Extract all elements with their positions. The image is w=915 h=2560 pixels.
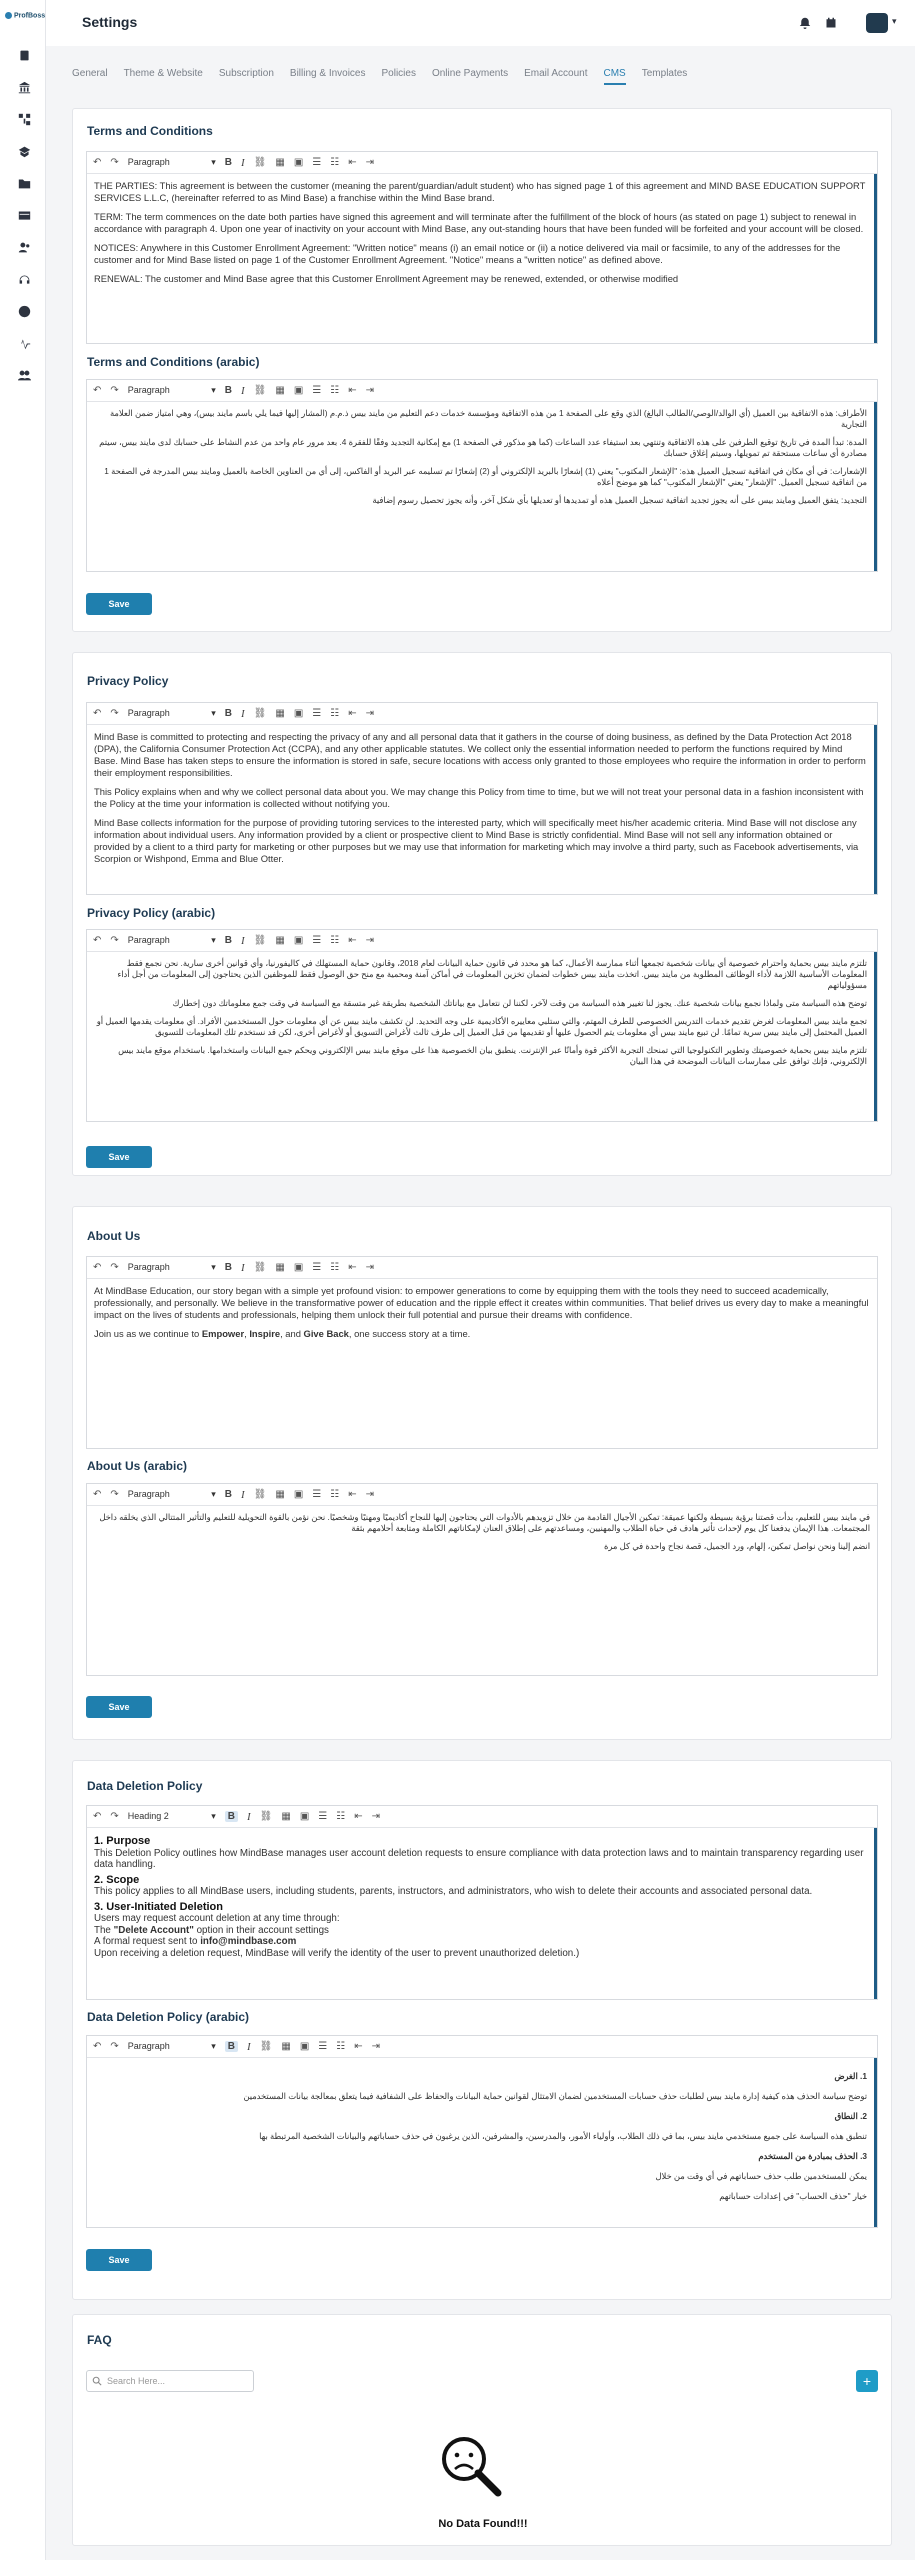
- editor-toolbar: [87, 703, 877, 725]
- page-title: Settings: [82, 14, 138, 30]
- redo-icon[interactable]: ↷: [110, 1489, 119, 1500]
- section-title: FAQ: [87, 2333, 112, 2347]
- undo-icon[interactable]: ↶: [93, 1489, 102, 1500]
- redo-icon[interactable]: ↷: [110, 708, 119, 719]
- school-icon[interactable]: [17, 144, 31, 158]
- rich-text-editor[interactable]: [86, 1805, 878, 2000]
- calendar-icon[interactable]: [824, 16, 838, 30]
- table-icon[interactable]: ▦: [275, 708, 285, 719]
- link-icon[interactable]: ⛓: [259, 2041, 273, 2052]
- outdent-icon[interactable]: ⇤: [354, 1811, 363, 1822]
- chevron-down-icon[interactable]: ▾: [892, 16, 897, 26]
- bold-button[interactable]: B: [225, 2041, 238, 2052]
- tab-theme-website[interactable]: Theme & Website: [123, 68, 203, 79]
- bullet-list-icon[interactable]: ☰: [312, 157, 322, 168]
- redo-icon[interactable]: ↷: [110, 2041, 119, 2052]
- workflow-icon[interactable]: [17, 112, 31, 126]
- media-icon[interactable]: ▣: [293, 708, 304, 719]
- rich-text-editor[interactable]: [86, 1256, 878, 1449]
- bold-button[interactable]: B: [224, 1262, 233, 1273]
- card-icon[interactable]: [17, 208, 31, 222]
- numbered-list-icon[interactable]: ☷: [330, 1262, 340, 1273]
- media-icon[interactable]: ▣: [293, 935, 304, 946]
- indent-icon[interactable]: ⇥: [371, 1811, 381, 1822]
- numbered-list-icon[interactable]: ☷: [330, 708, 340, 719]
- tab-templates[interactable]: Templates: [641, 68, 688, 79]
- numbered-list-icon[interactable]: ☷: [336, 2041, 346, 2052]
- numbered-list-icon[interactable]: ☷: [330, 385, 340, 396]
- tab-cms[interactable]: CMS: [604, 68, 626, 85]
- rich-text-editor[interactable]: [86, 929, 878, 1122]
- settings-tabs: [72, 68, 687, 85]
- undo-icon[interactable]: ↶: [93, 157, 102, 168]
- indent-icon[interactable]: ⇥: [365, 708, 375, 719]
- rich-text-editor[interactable]: [86, 151, 878, 344]
- bold-button[interactable]: B: [224, 1489, 233, 1500]
- tab-policies[interactable]: Policies: [381, 68, 416, 79]
- outdent-icon[interactable]: ⇤: [348, 157, 357, 168]
- rich-text-editor[interactable]: [86, 379, 878, 572]
- outdent-icon[interactable]: ⇤: [348, 1262, 357, 1273]
- add-faq-button[interactable]: +: [856, 2370, 878, 2392]
- media-icon[interactable]: ▣: [299, 2041, 310, 2052]
- italic-button[interactable]: I: [241, 934, 245, 947]
- search-icon: [92, 2376, 102, 2386]
- redo-icon[interactable]: ↷: [110, 1811, 119, 1822]
- undo-icon[interactable]: ↶: [93, 385, 102, 396]
- media-icon[interactable]: ▣: [299, 1811, 310, 1822]
- table-icon[interactable]: ▦: [275, 1262, 285, 1273]
- section-title: Terms and Conditions (arabic): [87, 355, 260, 369]
- save-button[interactable]: Save: [86, 593, 152, 615]
- editor-content[interactable]: At MindBase Education, our story began with a simple yet profound vision: to empower generations to come by equipping them with the tools they need to succeed academically, professionally, and personally. We believe in the transformative power of education and the ripple effect it creates within communities. That belief drives us every day to make a meaningful impact on the lives of students and professionals, helping them unlock their full potential and pursue their dreams with confidence. Join us as we continue to Empower, Inspire, and Give Back, one success story at a time.: [94, 1285, 869, 1339]
- indent-icon[interactable]: ⇥: [365, 1489, 375, 1500]
- dashboard-icon[interactable]: [17, 48, 31, 62]
- bullet-list-icon[interactable]: ☰: [312, 708, 322, 719]
- undo-icon[interactable]: ↶: [93, 1811, 102, 1822]
- data-deletion-card: [72, 1760, 892, 2300]
- table-icon[interactable]: ▦: [281, 1811, 291, 1822]
- tab-billing-invoices[interactable]: Billing & Invoices: [289, 68, 366, 79]
- bold-button[interactable]: B: [224, 385, 233, 396]
- numbered-list-icon[interactable]: ☷: [330, 1489, 340, 1500]
- italic-button[interactable]: I: [241, 707, 245, 720]
- editor-toolbar: [87, 930, 877, 952]
- save-button[interactable]: Save: [86, 1146, 152, 1168]
- editor-toolbar: [87, 2036, 877, 2058]
- bullet-list-icon[interactable]: ☰: [312, 935, 322, 946]
- link-icon[interactable]: ⛓: [259, 1811, 273, 1822]
- indent-icon[interactable]: ⇥: [365, 157, 375, 168]
- editor-content[interactable]: تلتزم مايند بيس بحماية واحترام خصوصية أي بيانات شخصية تجمعها أثناء ممارسة الأعمال، كما هو محدد في قانون حماية البيانات لعام 2018، وقانون حماية المستهلك في كاليفورنيا، وأي قوانين أخرى سارية. نحن نجمع فقط المعلومات الأساسية اللازمة لأداء الوظائف المطلوبة من مايند بيس. اتخذت مايند بيس خطوات لضمان تخزين المعلومات في أماكن آمنة ومحمية مع منح حق الوصول فقط للموظفين الذين يحتاجون إلى المعلومات من أجل أداء مسؤولياتهم توضح هذه السياسة متى ولماذا نجمع بيانات شخصية عنك. يجوز لنا تغيير هذه السياسة من وقت لآخر، لكننا لن نتعامل مع بياناتك الشخصية بطريقة غير متسقة مع السياسة في وقت جمع معلوماتك دون إخطارك تجمع مايند بيس المعلومات لغرض تقديم خدمات التدريس الخصوصي للطرف المهتم، والتي ستلبي معاييره الأكاديمية على وجه التحديد. لن تكشف مايند بيس عن أي معلومات حول المستخدمين الأفراد. أي معلومات يقدمها العميل أو العميل المحتمل إلى مايند بيس سرية تمامًا. لن تبيع مايند بيس أي معلومات يتم الحصول عليها أو تقديمها من قبل العميل إلى طرف ثالث لأغراض التسويق أو لأغراض أخرى، لكن قد نستخدم تلك المعلومات للتسويق تلتزم مايند بيس بحماية خصوصيتك وتطوير التكنولوجيا التي تمنحك التجربة الأكثر قوة وأمانًا عبر الإنترنت. ينطبق بيان الخصوصية هذا على موقع مايند بيس الإلكتروني ويحكم جمع البيانات واستخدامها. باستخدام موقع مايند بيس الإلكتروني، فإنك توافق على ممارسات البيانات الموضحة في هذا البيان: [87, 952, 877, 1122]
- terms-card: [72, 108, 892, 632]
- editor-toolbar: [87, 152, 877, 174]
- outdent-icon[interactable]: ⇤: [354, 2041, 363, 2052]
- format-select[interactable]: Paragraph ▾: [127, 1262, 216, 1272]
- media-icon[interactable]: ▣: [293, 385, 304, 396]
- section-title: Data Deletion Policy (arabic): [87, 2010, 250, 2024]
- privacy-card: [72, 652, 892, 1176]
- bold-button[interactable]: B: [224, 157, 233, 168]
- bullet-list-icon[interactable]: ☰: [318, 1811, 328, 1822]
- link-icon[interactable]: ⛓: [253, 1262, 267, 1273]
- italic-button[interactable]: I: [247, 2040, 251, 2053]
- outdent-icon[interactable]: ⇤: [348, 1489, 357, 1500]
- numbered-list-icon[interactable]: ☷: [330, 935, 340, 946]
- indent-icon[interactable]: ⇥: [371, 2041, 381, 2052]
- indent-icon[interactable]: ⇥: [365, 1262, 375, 1273]
- italic-button[interactable]: I: [241, 384, 245, 397]
- undo-icon[interactable]: ↶: [93, 1262, 102, 1273]
- bank-icon[interactable]: [17, 80, 31, 94]
- redo-icon[interactable]: ↷: [110, 385, 119, 396]
- numbered-list-icon[interactable]: ☷: [330, 157, 340, 168]
- link-icon[interactable]: ⛓: [253, 157, 267, 168]
- sidebar: [0, 0, 46, 2560]
- tab-subscription[interactable]: Subscription: [218, 68, 274, 79]
- media-icon[interactable]: ▣: [293, 157, 304, 168]
- undo-icon[interactable]: ↶: [93, 2041, 102, 2052]
- tab-email-account[interactable]: Email Account: [524, 68, 588, 79]
- editor-content[interactable]: 1. الغرض توضح سياسة الحذف هذه كيفية إدارة مايند بيس لطلبات حذف حسابات المستخدمين لضمان الامتثال لقوانين حماية البيانات والحفاظ على الشفافية فيما يتعلق بمعالجة بيانات المستخدمين 2. النطاق تنطبق هذه السياسة على جميع مستخدمي مايند بيس، بما في ذلك الطلاب، وأولياء الأمور، والمدرسين، والمشرفين، الذين يرغبون في حذف حساباتهم والبيانات الشخصية المرتبطة بها 3. الحذف بمبادرة من المستخدم يمكن للمستخدمين طلب حذف حساباتهم في أي وقت من خلال خيار "حذف الحساب" في إعدادات حساباتهم: [87, 2058, 877, 2228]
- avatar[interactable]: [866, 13, 888, 33]
- editor-toolbar: [87, 1257, 877, 1279]
- bullet-list-icon[interactable]: ☰: [312, 385, 322, 396]
- bullet-list-icon[interactable]: ☰: [312, 1489, 322, 1500]
- rich-text-editor[interactable]: [86, 2035, 878, 2228]
- section-title: Data Deletion Policy: [87, 1779, 203, 1793]
- notification-icon[interactable]: [798, 16, 812, 30]
- format-select[interactable]: Paragraph ▾: [127, 935, 216, 945]
- save-button[interactable]: Save: [86, 2249, 152, 2271]
- bullet-list-icon[interactable]: ☰: [312, 1262, 322, 1273]
- format-select[interactable]: Paragraph ▾: [127, 1489, 216, 1499]
- section-title: Privacy Policy (arabic): [87, 906, 216, 920]
- tab-general[interactable]: General: [72, 68, 108, 79]
- table-icon[interactable]: ▦: [275, 935, 285, 946]
- editor-content[interactable]: Mind Base is committed to protecting and respecting the privacy of any and all personal data that it gathers in the course of doing business, as defined by the Data Protection Act 2018 (DPA), the California Consumer Protection Act (CCPA), and any other applicable statutes. We collect only the essential information needed to perform the functions required by Mind Base. Mind Base has taken steps to ensure the information is stored in safe, secure locations with access only granted to those employees who require the information in order to perform their employment responsibilities. This Policy explains when and why we collect personal data about you. We may change this Policy from time to time, but we will not treat your personal data in a fashion inconsistent with the Policy at the time your information is collected without notifying you. Mind Base collects information for the purpose of providing tutoring services to the interested party, which will specifically meet his/her academic criteria. Mind Base will not disclose any information about individual users. Any information provided by a client or prospective client to Mind Base is strictly confidential. Mind Base will not sell any information obtained or provided by a client to a third party for marketing or other purposes but we may use that information for marketing which may involve a third party, such as Facebook advertisements, via Scorpion or Wishpond, Emma and Blue Otter.: [87, 725, 877, 895]
- section-title: Privacy Policy: [87, 674, 169, 688]
- editor-toolbar: [87, 1484, 877, 1506]
- outdent-icon[interactable]: ⇤: [348, 935, 357, 946]
- table-icon[interactable]: ▦: [275, 157, 285, 168]
- editor-content[interactable]: THE PARTIES: This agreement is between the customer (meaning the parent/guardian/adult student) who has signed page 1 of this agreement and MIND BASE EDUCATION SUPPORT SERVICES L.L.C, (hereinafter referred to as Mind Base) a franchise within the Mind Base brand. TERM: The term commences on the date both parties have signed this agreement and will terminate after the fulfillment of the block of hours (as stated on page 1) subject to renewal in accordance with paragraph 4. Upon one year of inactivity on your account with Mind Base, any out-standing hours that have been funded will be forfeited and your account will be closed. NOTICES: Anywhere in this Customer Enrollment Agreement: "Written notice" means (i) an email notice or (ii) a notice delivered via mail or facsimile, to any of the addresses for the customer and for Mind Base listed on page 1 of the Customer Enrollment Agreement. "Notice" means a "written notice" as defined above. RENEWAL: The customer and Mind Base agree that this Customer Enrollment Agreement may be renewed, extended, or otherwise modified: [87, 174, 877, 344]
- link-icon[interactable]: ⛓: [253, 1489, 267, 1500]
- redo-icon[interactable]: ↷: [110, 1262, 119, 1273]
- link-icon[interactable]: ⛓: [253, 708, 267, 719]
- indent-icon[interactable]: ⇥: [365, 385, 375, 396]
- format-select[interactable]: Heading 2 ▾: [127, 1811, 216, 1821]
- editor-content[interactable]: في مايند بيس للتعليم، بدأت قصتنا برؤية بسيطة ولكنها عميقة: تمكين الأجيال القادمة من خلال تزويدهم بالأدوات التي يحتاجون إليها للنجاح أكاديميًا ومهنيًا وشخصيًا. نحن نؤمن بالقوة التحويلية للتعليم والتأثير المتتالي الذي يخلقه داخل المجتمعات. هذا الإيمان يدفعنا كل يوم لإحداث تأثير هادف في حياة الطلاب والمهنيين، ومساعدتهم على إطلاق العنان لإمكاناتهم الكاملة ومتابعة أحلامهم بثقة انضم إلينا ونحن نواصل تمكين، إلهام، ورد الجميل، قصة نجاح واحدة في كل مرة: [99, 1512, 870, 1551]
- redo-icon[interactable]: ↷: [110, 157, 119, 168]
- empty-state-text: No Data Found!!!: [438, 2518, 528, 2530]
- redo-icon[interactable]: ↷: [110, 935, 119, 946]
- italic-button[interactable]: I: [241, 1261, 245, 1274]
- format-select[interactable]: Paragraph ▾: [127, 2041, 216, 2051]
- students-icon[interactable]: [17, 240, 31, 254]
- table-icon[interactable]: ▦: [275, 385, 285, 396]
- search-input[interactable]: Search Here...: [86, 2370, 254, 2392]
- top-bar: [46, 0, 915, 46]
- save-button[interactable]: Save: [86, 1696, 152, 1718]
- bold-button[interactable]: B: [224, 935, 233, 946]
- numbered-list-icon[interactable]: ☷: [336, 1811, 346, 1822]
- link-icon[interactable]: ⛓: [253, 935, 267, 946]
- faq-card: [72, 2314, 892, 2546]
- table-icon[interactable]: ▦: [275, 1489, 285, 1500]
- outdent-icon[interactable]: ⇤: [348, 385, 357, 396]
- italic-button[interactable]: I: [241, 156, 245, 169]
- bold-button[interactable]: B: [224, 708, 233, 719]
- format-select[interactable]: Paragraph ▾: [127, 157, 216, 167]
- tab-online-payments[interactable]: Online Payments: [431, 68, 509, 79]
- app-logo[interactable]: ProfBoss: [5, 12, 45, 19]
- format-select[interactable]: Paragraph ▾: [127, 708, 216, 718]
- bold-button[interactable]: B: [225, 1811, 238, 1822]
- undo-icon[interactable]: ↶: [93, 708, 102, 719]
- editor-toolbar: [87, 380, 877, 402]
- indent-icon[interactable]: ⇥: [365, 935, 375, 946]
- help-icon[interactable]: [17, 304, 31, 318]
- outdent-icon[interactable]: ⇤: [348, 708, 357, 719]
- editor-toolbar: [87, 1806, 877, 1828]
- italic-button[interactable]: I: [247, 1810, 251, 1823]
- italic-button[interactable]: I: [241, 1488, 245, 1501]
- section-title: About Us (arabic): [87, 1459, 188, 1473]
- users-icon[interactable]: [17, 368, 31, 382]
- editor-content[interactable]: الأطراف: هذه الاتفاقية بين العميل (أي الوالد/الوصي/الطالب البالغ) الذي وقع على الصفحة 1 من هذه الاتفاقية ومؤسسة خدمات دعم التعليم من مايند بيس ذ.م.م (المشار إليها فيما يلي باسم مايند بيس)، وهي امتياز ضمن العلامة التجارية المدة: تبدأ المدة في تاريخ توقيع الطرفين على هذه الاتفاقية وتنتهي بعد استيفاء عدد الساعات (كما هو مذكور في الصفحة 1) مع إمكانية التجديد وفقًا للفقرة 4. بعد مرور عام واحد من عدم النشاط على حسابك لدى مايند بيس، سيتم مصادرة أي ساعات مستحقة تم تمويلها، وسيتم إغلاق حسابك الإشعارات: في أي مكان في اتفاقية تسجيل العميل هذه: "الإشعار المكتوب" يعني (1) إشعارًا بالبريد الإلكتروني أو (2) إشعارًا تم تسليمه عبر البريد أو الفاكس، إلى أي من العناوين الخاصة بالعميل ومايند بيس المدرجة في الصفحة 1 من اتفاقية تسجيل العميل. "الإشعار" يعني "الإشعار المكتوب" كما هو موضح أعلاه التجديد: يتفق العميل ومايند بيس على أنه يجوز تجديد اتفاقية تسجيل العميل هذه أو تمديدها أو تعديلها بأي شكل آخر، وأنه يجوز تحصيل رسوم إضافية: [87, 402, 877, 572]
- table-icon[interactable]: ▦: [281, 2041, 291, 2052]
- about-card: [72, 1206, 892, 1740]
- media-icon[interactable]: ▣: [293, 1262, 304, 1273]
- section-title: About Us: [87, 1229, 141, 1243]
- undo-icon[interactable]: ↶: [93, 935, 102, 946]
- rich-text-editor[interactable]: [86, 702, 878, 895]
- rich-text-editor[interactable]: [86, 1483, 878, 1676]
- format-select[interactable]: Paragraph ▾: [127, 385, 216, 395]
- link-icon[interactable]: ⛓: [253, 385, 267, 396]
- folder-icon[interactable]: [17, 176, 31, 190]
- bullet-list-icon[interactable]: ☰: [318, 2041, 328, 2052]
- support-icon[interactable]: [17, 272, 31, 286]
- activity-icon[interactable]: [17, 336, 31, 350]
- sad-magnifier-icon: [438, 2433, 504, 2499]
- section-title: Terms and Conditions: [87, 124, 213, 138]
- editor-content[interactable]: 1. Purpose This Deletion Policy outlines how MindBase manages user account deletion requests to ensure compliance with data protection laws and to maintain transparency regarding user data handling. 2. Scope This policy applies to all MindBase users, including students, parents, instructors, and administrators, who wish to delete their accounts and associated personal data. 3. User-Initiated Deletion Users may request account deletion at any time through: The "Delete Account" option in their account settings A formal request sent to info@mindbase.com Upon receiving a deletion request, MindBase will verify the identity of the user to prevent unauthorized deletion.): [87, 1828, 877, 2000]
- media-icon[interactable]: ▣: [293, 1489, 304, 1500]
